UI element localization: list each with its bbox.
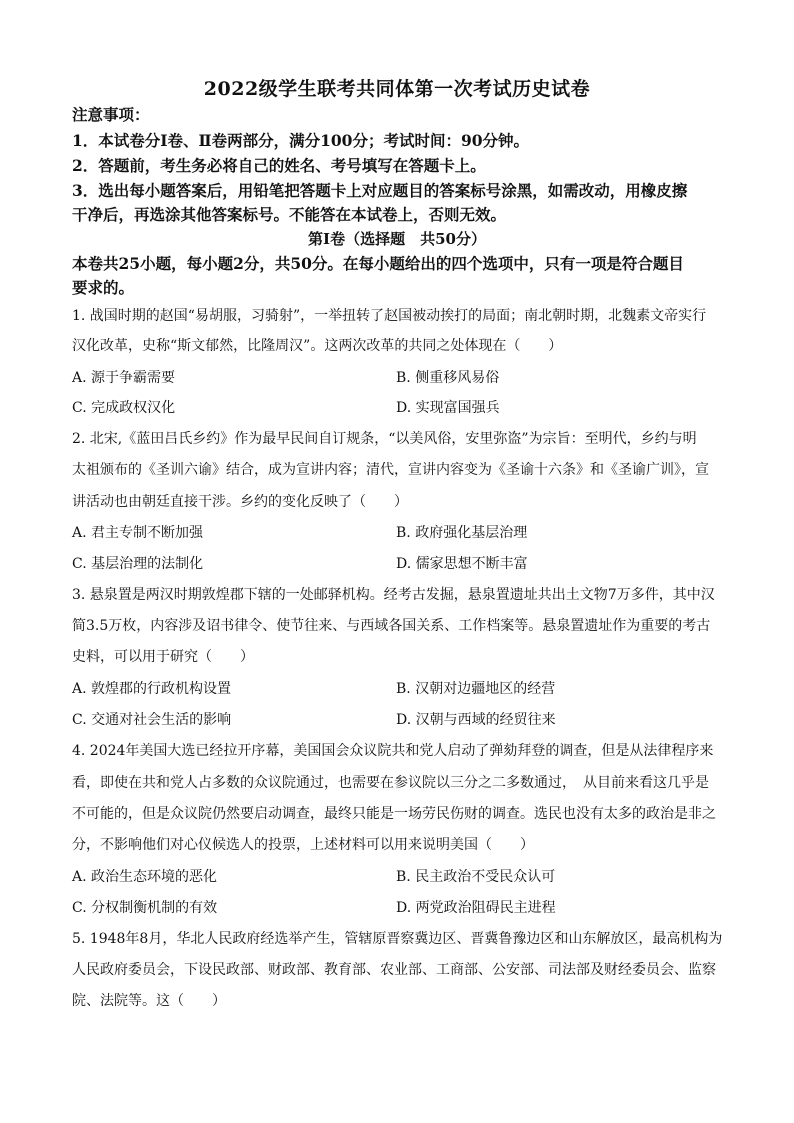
- q3-option-c: C. 交通对社会生活的影响: [72, 712, 232, 728]
- q2-option-d: D. 儒家思想不断丰富: [396, 556, 528, 572]
- q2-option-a: A. 君主专制不断加强: [72, 525, 204, 541]
- section-intro-line-1: 本卷共25小题，每小题2分，共50分。在每小题给出的四个选项中，只有一项是符合题目: [72, 254, 684, 273]
- q4-option-d: D. 两党政治阻碍民主进程: [396, 900, 556, 916]
- q1-stem-line-1: 1. 战国时期的赵国“易胡服，习骑射”，一举扭转了赵国被动挨打的局面；南北朝时期，北魏素文帝实行: [72, 308, 707, 324]
- notice-heading: 注意事项：: [72, 105, 150, 124]
- q1-option-a: A. 源于争霸需要: [72, 370, 176, 386]
- q1-option-b: B. 侧重移风易俗: [396, 370, 500, 386]
- q5-stem-line-3: 院、法院等。这（ ）: [72, 993, 226, 1009]
- q3-stem-line-3: 史料，可以用于研究（ ）: [72, 649, 254, 665]
- q5-stem-line-1: 5. 1948年8月，华北人民政府经选举产生，管辖原晋察冀边区、晋冀鲁豫边区和山东解放区，最高机构为: [72, 931, 723, 947]
- q2-stem-line-2: 太祖颁布的《圣训六谕》结合，成为宣讲内容；清代，宣讲内容变为《圣谕十六条》和《圣谕广训》，宣: [72, 462, 709, 478]
- notice-item-3-line-1: 3．选出每小题答案后，用铅笔把答题卡上对应题目的答案标号涂黑，如需改动，用橡皮擦: [72, 181, 688, 200]
- q3-stem-line-2: 简3.5万枚，内容涉及诏书律令、使节往来、与西域各国关系、工作档案等。悬泉置遗址作为重要的考古: [72, 618, 711, 634]
- section-intro-line-2: 要求的。: [72, 278, 135, 297]
- q4-stem-line-2: 看，即使在共和党人占多数的众议院通过，也需要在参议院以三分之二多数通过， 从目前来看这几乎是: [72, 775, 709, 791]
- notice-item-1: 1．本试卷分Ⅰ卷、Ⅱ卷两部分，满分100分；考试时间：90分钟。: [72, 131, 530, 150]
- q4-stem-line-1: 4. 2024年美国大选已经拉开序幕，美国国会众议院共和党人启动了弹劾拜登的调查，但是从法律程序来: [72, 743, 714, 759]
- q4-option-c: C. 分权制衡机制的有效: [72, 900, 218, 916]
- q2-stem-line-1: 2. 北宋,《蓝田吕氏乡约》作为最早民间自订规条，“以美风俗，安里弥盗”为宗旨：至明代，乡约与明: [72, 431, 697, 447]
- q3-option-b: B. 汉朝对边疆地区的经营: [396, 681, 556, 697]
- exam-title: 2022级学生联考共同体第一次考试历史试卷: [203, 78, 591, 100]
- notice-item-3-line-2: 干净后，再选涂其他答案标号。不能答在本试卷上，否则无效。: [72, 205, 507, 224]
- q4-option-b: B. 民主政治不受民众认可: [396, 869, 556, 885]
- q3-option-d: D. 汉朝与西域的经贸往来: [396, 712, 556, 728]
- q1-option-c: C. 完成政权汉化: [72, 400, 176, 416]
- q3-option-a: A. 敦煌郡的行政机构设置: [72, 681, 232, 697]
- q1-stem-line-2: 汉化改革，史称“斯文郁然，比隆周汉”。这两次改革的共同之处体现在（ ）: [72, 338, 563, 354]
- q2-stem-line-3: 讲活动也由朝廷直接干涉。乡约的变化反映了（ ）: [72, 494, 408, 510]
- q4-option-a: A. 政治生态环境的恶化: [72, 869, 218, 885]
- q2-option-c: C. 基层治理的法制化: [72, 556, 204, 572]
- q4-stem-line-3: 不可能的，但是众议院仍然要启动调查，最终只能是一场劳民伤财的调查。选民也没有太多的政治是非之: [72, 806, 716, 822]
- q2-option-b: B. 政府强化基层治理: [396, 525, 528, 541]
- notice-item-2: 2．答题前，考生务必将自己的姓名、考号填写在答题卡上。: [72, 156, 486, 175]
- q4-stem-line-4: 分，不影响他们对心仪候选人的投票，上述材料可以用来说明美国（ ）: [72, 837, 534, 853]
- q1-option-d: D. 实现富国强兵: [396, 400, 500, 416]
- section-heading: 第Ⅰ卷（选择题 共50分）: [308, 230, 486, 248]
- q3-stem-line-1: 3. 悬泉置是两汉时期敦煌郡下辖的一处邮驿机构。经考古发掘，悬泉置遗址共出土文物7万多件，其中汉: [72, 587, 715, 603]
- q5-stem-line-2: 人民政府委员会，下设民政部、财政部、教育部、农业部、工商部、公安部、司法部及财经委员会、监察: [72, 962, 716, 978]
